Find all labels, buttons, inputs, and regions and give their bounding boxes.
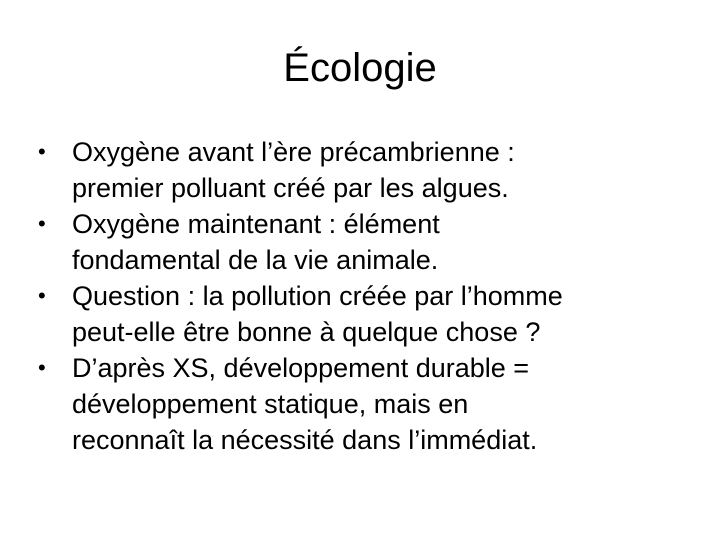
bullet-text-line: Oxygène avant l’ère précambrienne :	[72, 137, 515, 167]
bullet-item	[38, 278, 688, 350]
bullet-list	[38, 134, 688, 458]
bullet-item	[38, 134, 688, 206]
bullet-icon: •	[38, 283, 46, 308]
bullet-text-line: développement statique, mais en	[72, 389, 469, 419]
bullet-icon: •	[38, 355, 46, 380]
slide-title: Écologie	[283, 46, 437, 90]
bullet-item	[38, 206, 688, 278]
bullet-icon: •	[38, 211, 46, 236]
bullet-text-line: fondamental de la vie animale.	[72, 245, 439, 275]
bullet-text-line: premier polluant créé par les algues.	[72, 173, 509, 203]
bullet-text-line: D’après XS, développement durable =	[72, 353, 530, 383]
bullet-icon: •	[38, 139, 46, 164]
bullet-text-line: reconnaît la nécessité dans l’immédiat.	[72, 425, 538, 455]
bullet-text-line: Question : la pollution créée par l’homme	[72, 281, 563, 311]
bullet-item	[38, 350, 688, 458]
bullet-text-line: Oxygène maintenant : élément	[72, 209, 440, 239]
bullet-text-line: peut-elle être bonne à quelque chose ?	[72, 317, 541, 347]
